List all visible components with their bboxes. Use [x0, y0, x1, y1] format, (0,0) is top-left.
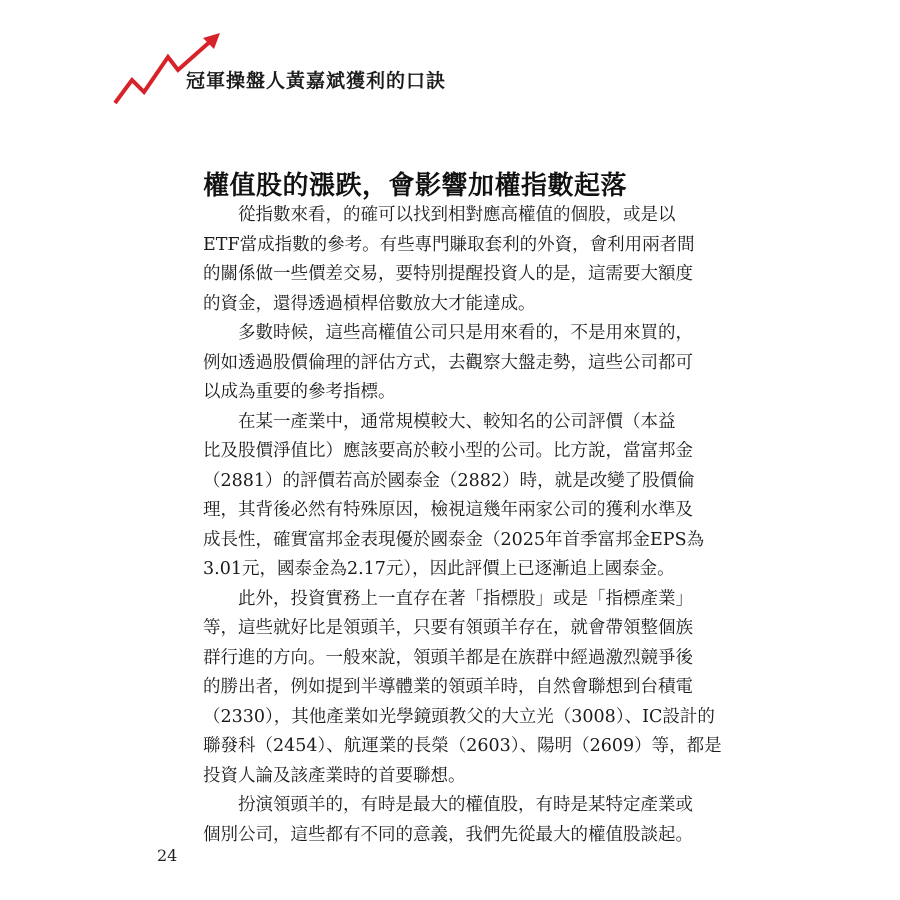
- text-line: 等，這些就好比是領頭羊，只要有領頭羊存在，就會帶領整個族: [203, 618, 693, 638]
- text-line: 以成為重要的參考指標。: [203, 382, 396, 402]
- text-line: 個別公司，這些都有不同的意義，我們先從最大的權值股談起。: [203, 824, 693, 845]
- text-line: 3.01元，國泰金為2.17元），因此評價上已逐漸追上國泰金。: [203, 559, 675, 579]
- paragraph: [203, 201, 695, 319]
- text-line: 從指數來看，的確可以找到相對應高權值的個股，或是以: [238, 205, 676, 225]
- text-line: ETF當成指數的參考。有些專門賺取套利的外資，會利用兩者間: [203, 234, 695, 255]
- text-line: 的勝出者，例如提到半導體業的領頭羊時，自然會聯想到台積電: [203, 677, 693, 697]
- text-line: 扮演領頭羊的，有時是最大的權值股，有時是某特定產業或: [238, 795, 693, 815]
- text-line: 例如透過股價倫理的評估方式，去觀察大盤走勢，這些公司都可: [203, 352, 693, 373]
- text-line: 比及股價淨值比）應該要高於較小型的公司。比方說，當富邦金: [203, 441, 693, 461]
- paragraph: [203, 319, 693, 408]
- text-line: 多數時候，這些高權值公司只是用來看的，不是用來買的，: [238, 323, 693, 343]
- text-line: 此外，投資實務上一直存在著「指標股」或是「指標產業」: [238, 588, 693, 609]
- text-line: 聯發科（2454）、航運業的長榮（2603）、陽明（2609）等，都是: [203, 736, 722, 756]
- body-text: [203, 201, 722, 850]
- text-line: 群行進的方向。一般來說，領頭羊都是在族群中經過激烈競爭後: [203, 647, 693, 668]
- paragraph: [203, 791, 693, 850]
- text-line: 理，其背後必然有特殊原因，檢視這幾年兩家公司的獲利水準及: [203, 500, 693, 520]
- text-line: 的資金，還得透過槓桿倍數放大才能達成。: [203, 293, 536, 314]
- text-line: （2330），其他產業如光學鏡頭教父的大立光（3008）、IC設計的: [203, 706, 715, 727]
- text-line: 的關係做一些價差交易，要特別提醒投資人的是，這需要大額度: [203, 264, 693, 284]
- page-number: 24: [157, 846, 178, 865]
- text-line: 投資人論及該產業時的首要聯想。: [203, 765, 466, 786]
- text-line: （2881）的評價若高於國泰金（2882）時，就是改變了股價倫: [203, 470, 695, 491]
- paragraph: [203, 408, 705, 585]
- running-title: 冠軍操盤人黃嘉斌獲利的口訣: [186, 70, 447, 92]
- text-line: 成長性，確實富邦金表現優於國泰金（2025年首季富邦金EPS為: [203, 529, 705, 550]
- paragraph: [203, 585, 722, 792]
- text-line: 在某一產業中，通常規模較大、較知名的公司評價（本益: [238, 411, 676, 432]
- section-heading: 權值股的漲跌，會影響加權指數起落: [203, 171, 628, 201]
